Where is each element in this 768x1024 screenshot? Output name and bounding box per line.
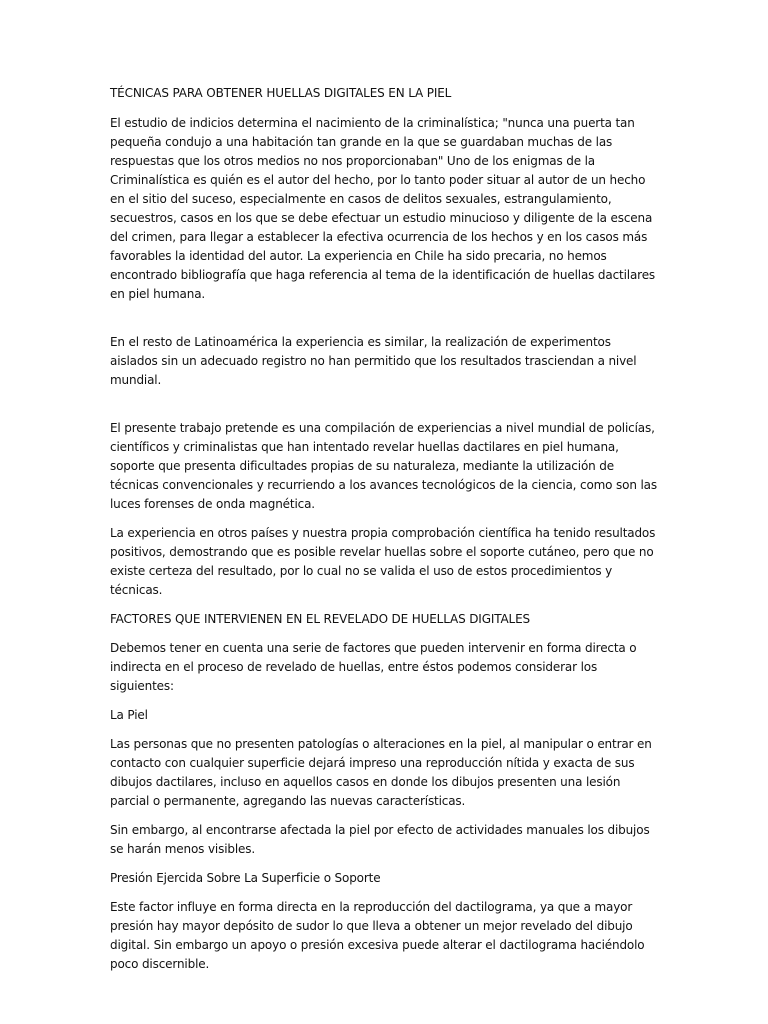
paragraph-skin: Las personas que no presenten patologías o alteraciones en la piel, al manipular o entrar en contacto con cualquier superficie dejará impreso una reproducción nítida y exacta de sus dibujos dactilares, incluso en aquellos casos en donde los dibujos presenten una lesión parcial o permanente, agregando las nuevas características. [110, 737, 652, 808]
paragraph-latin-america: En el resto de Latinoamérica la experiencia es similar, la realización de experimentos aislados sin un adecuado registro no han permitido que los resultados trasciendan a nivel mundial. [110, 335, 637, 387]
paragraph-skin-visibility: Sin embargo, al encontrarse afectada la piel por efecto de actividades manuales los dibujos se harán menos visibles. [110, 823, 650, 856]
document-body [110, 84, 658, 984]
paragraph-compilation: El presente trabajo pretende es una compilación de experiencias a nivel mundial de policías, científicos y criminalistas que han intentado revelar huellas dactilares en piel humana, soporte que presenta dificultades propias de su naturaleza, mediante la utilización de técnicas convencionales y recurriendo a los avances tecnológicos de la ciencia, como son las luces forenses de onda magnética. [110, 421, 657, 511]
section-heading-factors: FACTORES QUE INTERVIENEN EN EL REVELADO DE HUELLAS DIGITALES [110, 612, 530, 626]
subheading-skin: La Piel [110, 708, 148, 722]
paragraph-criminalistics-intro: El estudio de indicios determina el nacimiento de la criminalística; "nunca una puerta tan pequeña condujo a una habitación tan grande en la que se guardaban muchas de las respuestas que los otros medios no nos proporcionaban" Uno de los enigmas de la Criminalística es quién es el autor del hecho, por lo tanto poder situar al autor de un hecho en el sitio del suceso, especialmente en casos de delitos sexuales, estrangulamiento, secuestros, casos en los que se debe efectuar un estudio minucioso y diligente de la escena del crimen, para llegar a establecer la efectiva ocurrencia de los hechos y en los casos más favorables la identidad del autor. La experiencia en Chile ha sido precaria, no hemos encontrado bibliografía que haga referencia al tema de la identificación de huellas dactilares en piel humana. [110, 116, 656, 301]
paragraph-factors: Debemos tener en cuenta una serie de factores que pueden intervenir en forma directa o indirecta en el proceso de revelado de huellas, entre éstos podemos considerar los siguientes: [110, 641, 637, 693]
paragraph-experience: La experiencia en otros países y nuestra propia comprobación científica ha tenido resultados positivos, demostrando que es posible revelar huellas sobre el soporte cutáneo, pero que no existe certeza del resultado, por lo cual no se valida el uso de estos procedimientos y técnicas. [110, 526, 656, 597]
document-heading: TÉCNICAS PARA OBTENER HUELLAS DIGITALES EN LA PIEL [110, 86, 452, 100]
paragraph-pressure: Este factor influye en forma directa en la reproducción del dactilograma, ya que a mayor presión hay mayor depósito de sudor lo que lleva a obtener un mejor revelado del dibujo digital. Sin embargo un apoyo o presión excesiva puede alterar el dactilograma haciéndolo poco discernible. [110, 900, 645, 971]
subheading-pressure: Presión Ejercida Sobre La Superficie o Soporte [110, 871, 381, 885]
